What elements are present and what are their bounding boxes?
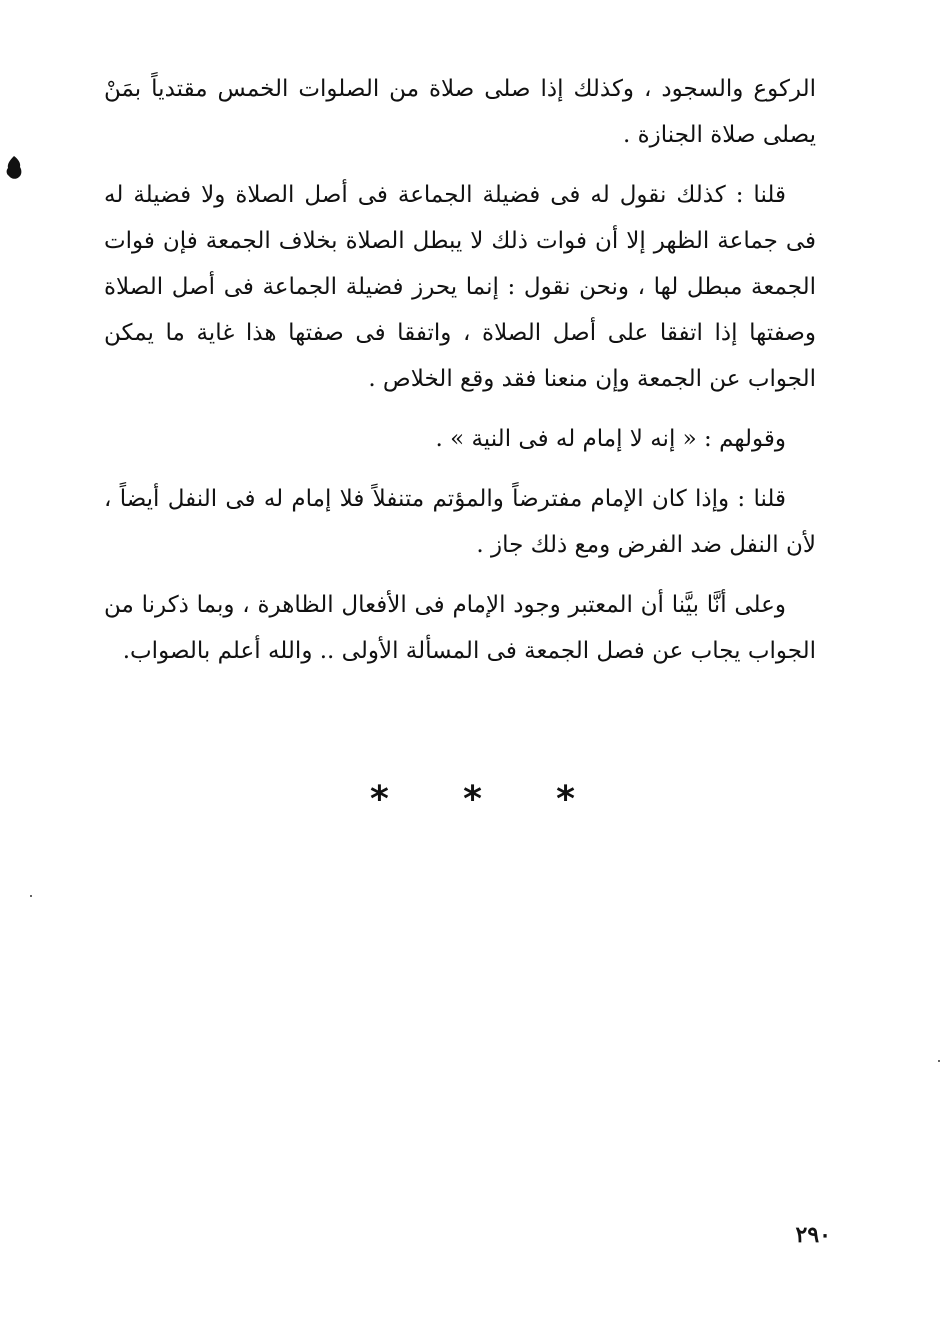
separator-asterisk: * — [556, 779, 575, 820]
main-text — [104, 66, 816, 688]
margin-ink-mark — [4, 154, 24, 182]
paragraph-1: الركوع والسجود ، وكذلك إذا صلى صلاة من الصلوات الخمس مقتدياً بمَنْ يصلى صلاة الجنازة . — [104, 76, 816, 148]
separator-asterisk: * — [370, 779, 389, 820]
paragraph-2: قلنا : كذلك نقول له فى فضيلة الجماعة فى أصل الصلاة ولا فضيلة له فى جماعة الظهر إلا أن فوات ذلك لا يبطل الصلاة بخلاف الجمعة فإن فوات الجمعة مبطل لها ، ونحن نقول : إنما يحرز فضيلة الجماعة فى أصل الصلاة وصفتها إذا اتفقا على أصل الصلاة ، واتفقا فى صفتها هذا غاية ما يمكن الجواب عن الجمعة وإن منعنا فقد وقع الخلاص . — [104, 182, 817, 392]
scan-speck — [938, 1060, 940, 1062]
section-separator — [370, 780, 575, 820]
page-number: ٢٩٠ — [795, 1222, 831, 1248]
paragraph-4: قلنا : وإذا كان الإمام مفترضاً والمؤتم متنفلاً فلا إمام له فى النفل أيضاً ، لأن النفل ضد الفرض ومع ذلك جاز . — [104, 486, 816, 558]
paragraph-5: وعلى أنَّا بيَّنا أن المعتبر وجود الإمام فى الأفعال الظاهرة ، وبما ذكرنا من الجواب يجاب عن فصل الجمعة فى المسألة الأولى .. والله أعلم بالصواب. — [104, 592, 816, 664]
scan-speck — [30, 895, 32, 897]
separator-asterisk: * — [463, 779, 482, 820]
paragraph-3: وقولهم : « إنه لا إمام له فى النية » . — [435, 426, 786, 452]
